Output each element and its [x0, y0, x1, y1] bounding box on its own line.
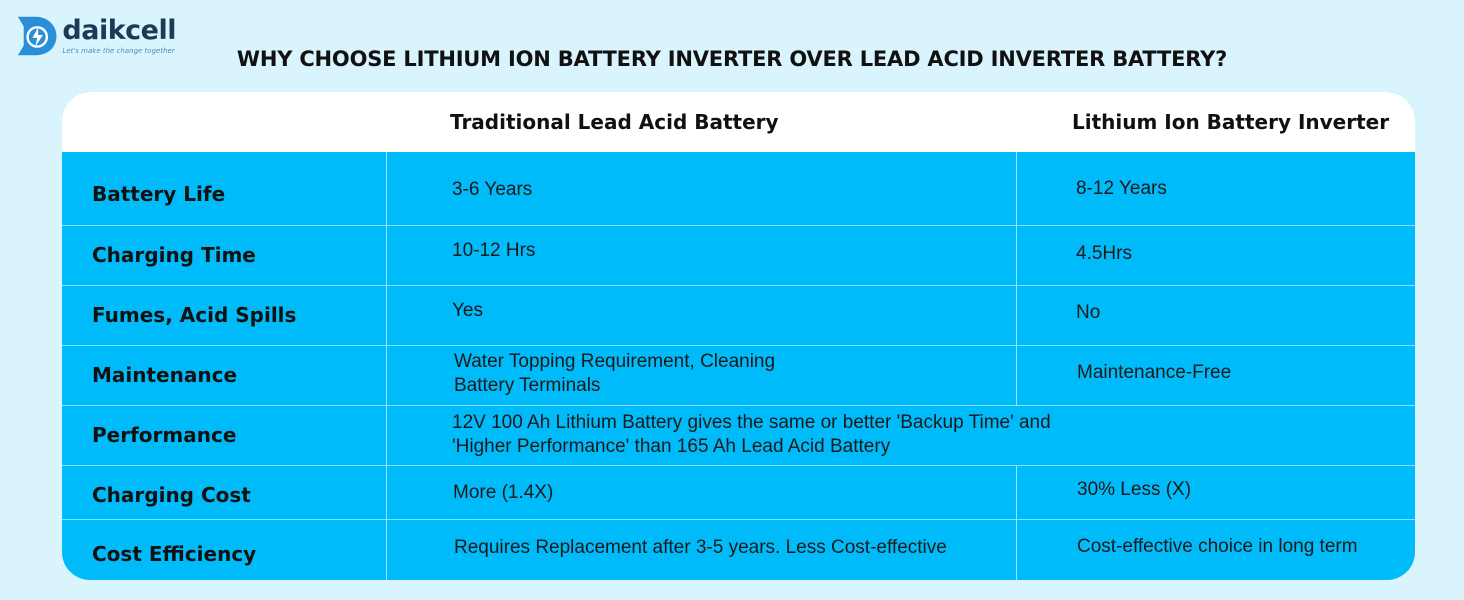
lead-acid-value: 10-12 Hrs — [452, 240, 536, 261]
row-label: Charging Cost — [92, 483, 251, 507]
lead-acid-value: More (1.4X) — [453, 482, 554, 503]
brand-name: daikcell — [62, 15, 176, 46]
performance-value-line2: 'Higher Performance' than 165 Ah Lead Acid Battery — [452, 436, 891, 457]
column-header-lithium: Lithium Ion Battery Inverter — [1072, 110, 1390, 134]
row-label: Cost Efficiency — [92, 542, 257, 566]
lead-acid-value: 3-6 Years — [452, 179, 533, 200]
lead-acid-value-line1: Water Topping Requirement, Cleaning — [454, 351, 776, 372]
performance-value-line1: 12V 100 Ah Lithium Battery gives the same or better 'Backup Time' and — [452, 412, 1051, 433]
table-row — [62, 225, 1415, 286]
table-row — [62, 152, 1415, 225]
lead-acid-value: Requires Replacement after 3-5 years. Less Cost-effective — [454, 537, 947, 558]
lithium-value: 8-12 Years — [1076, 178, 1167, 199]
row-label: Charging Time — [92, 243, 256, 267]
lithium-value: No — [1076, 302, 1101, 323]
table-row — [62, 345, 1415, 406]
table-row — [62, 519, 1415, 580]
lithium-value: Maintenance-Free — [1077, 362, 1232, 383]
comparison-table — [62, 92, 1415, 580]
table-row — [62, 465, 1415, 520]
lead-acid-value: Yes — [452, 300, 483, 321]
row-label: Fumes, Acid Spills — [92, 303, 297, 327]
page-title: WHY CHOOSE LITHIUM ION BATTERY INVERTER OVER LEAD ACID INVERTER BATTERY? — [236, 47, 1228, 71]
table-header — [62, 92, 1415, 152]
lithium-value: Cost-effective choice in long term — [1077, 536, 1358, 557]
table-row — [62, 405, 1415, 466]
row-label: Performance — [92, 423, 237, 447]
lead-acid-value-line2: Battery Terminals — [454, 375, 601, 396]
lithium-value: 4.5Hrs — [1076, 243, 1132, 264]
column-header-lead-acid: Traditional Lead Acid Battery — [450, 110, 779, 134]
lithium-value: 30% Less (X) — [1077, 479, 1192, 500]
table-row — [62, 285, 1415, 346]
row-label: Maintenance — [92, 363, 238, 387]
brand-tagline: Let's make the change together — [62, 47, 175, 55]
row-label: Battery Life — [92, 182, 226, 206]
